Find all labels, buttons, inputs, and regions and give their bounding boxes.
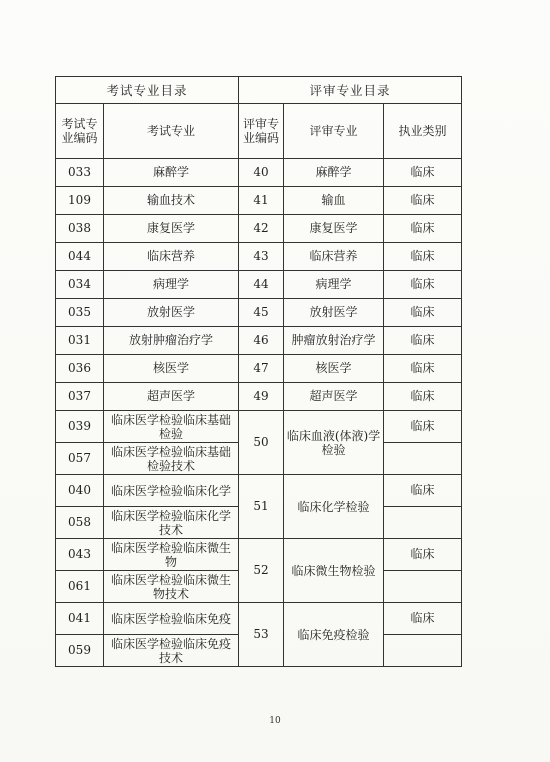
exam-catalog-header: 考试专业目录 (56, 77, 239, 104)
category-cell: 临床 (384, 603, 462, 635)
review-major-cell (284, 475, 384, 539)
table-row (56, 411, 462, 443)
exam-code-cell: 057 (56, 443, 104, 475)
exam-major-cell (104, 507, 239, 539)
review-code-cell: 47 (239, 355, 284, 383)
exam-major-cell (104, 443, 239, 475)
exam-major-cell: 核医学 (104, 355, 239, 383)
exam-major-text: 临床医学检验临床微生物 (111, 540, 232, 569)
category-column-header: 执业类别 (384, 104, 462, 159)
review-code-cell: 42 (239, 215, 284, 243)
page-number: 10 (269, 716, 281, 726)
review-code-cell: 50 (239, 411, 284, 475)
review-major-text: 临床微生物检验 (291, 563, 376, 578)
exam-major-text: 临床医学检验临床基础检验技术 (111, 444, 232, 473)
exam-major-cell (104, 635, 239, 667)
review-major-cell: 康复医学 (284, 215, 384, 243)
exam-code-cell: 040 (56, 475, 104, 507)
exam-major-cell: 麻醉学 (104, 159, 239, 187)
table-row (56, 187, 462, 215)
review-code-cell: 53 (239, 603, 284, 667)
exam-major-cell: 康复医学 (104, 215, 239, 243)
exam-code-cell: 044 (56, 243, 104, 271)
review-major-text: 临床血液(体液)学检验 (286, 428, 381, 457)
review-code-cell: 49 (239, 383, 284, 411)
category-cell: 临床 (384, 327, 462, 355)
review-code-cell: 51 (239, 475, 284, 539)
table-row (56, 243, 462, 271)
catalog-table-body (56, 159, 462, 667)
exam-code-cell: 031 (56, 327, 104, 355)
table-row (56, 271, 462, 299)
table-row (56, 539, 462, 571)
category-cell-empty (384, 443, 462, 475)
table-row (56, 299, 462, 327)
review-major-cell: 临床营养 (284, 243, 384, 271)
review-major-text: 临床免疫检验 (297, 627, 370, 642)
category-cell-empty (384, 507, 462, 539)
major-catalog-table (55, 76, 462, 667)
table-row (56, 603, 462, 635)
exam-code-cell: 033 (56, 159, 104, 187)
category-cell: 临床 (384, 215, 462, 243)
exam-major-cell (104, 603, 239, 635)
exam-major-text: 临床医学检验临床免疫技术 (111, 636, 232, 665)
exam-code-cell: 034 (56, 271, 104, 299)
review-major-text: 临床化学检验 (297, 499, 370, 514)
category-cell: 临床 (384, 187, 462, 215)
exam-major-text: 临床医学检验临床基础检验 (111, 412, 232, 441)
review-code-cell: 52 (239, 539, 284, 603)
exam-code-cell: 038 (56, 215, 104, 243)
exam-major-text: 临床医学检验临床免疫 (111, 611, 232, 626)
review-code-cell: 45 (239, 299, 284, 327)
review-major-cell: 病理学 (284, 271, 384, 299)
review-major-cell (284, 539, 384, 603)
review-code-column-header: 评审专业编码 (239, 104, 284, 159)
exam-code-cell: 041 (56, 603, 104, 635)
category-cell: 临床 (384, 271, 462, 299)
table-row (56, 215, 462, 243)
exam-major-column-header: 考试专业 (104, 104, 239, 159)
table-row (56, 327, 462, 355)
table-row (56, 159, 462, 187)
exam-major-cell (104, 539, 239, 571)
exam-code-column-header: 考试专业编码 (56, 104, 104, 159)
review-catalog-header: 评审专业目录 (239, 77, 462, 104)
exam-major-cell: 放射肿瘤治疗学 (104, 327, 239, 355)
review-major-cell: 放射医学 (284, 299, 384, 327)
review-major-cell (284, 411, 384, 475)
exam-code-cell: 058 (56, 507, 104, 539)
category-cell: 临床 (384, 355, 462, 383)
exam-code-cell: 061 (56, 571, 104, 603)
review-code-cell: 43 (239, 243, 284, 271)
exam-major-cell: 病理学 (104, 271, 239, 299)
category-cell: 临床 (384, 539, 462, 571)
exam-code-cell: 039 (56, 411, 104, 443)
review-major-cell (284, 603, 384, 667)
category-cell: 临床 (384, 243, 462, 271)
review-code-cell: 40 (239, 159, 284, 187)
review-major-cell: 肿瘤放射治疗学 (284, 327, 384, 355)
exam-code-cell: 037 (56, 383, 104, 411)
exam-major-cell (104, 571, 239, 603)
exam-major-cell (104, 411, 239, 443)
category-cell-empty (384, 571, 462, 603)
exam-major-cell (104, 475, 239, 507)
category-cell: 临床 (384, 383, 462, 411)
category-cell: 临床 (384, 159, 462, 187)
category-cell: 临床 (384, 411, 462, 443)
exam-major-text: 临床医学检验临床微生物技术 (111, 572, 232, 601)
review-code-cell: 46 (239, 327, 284, 355)
category-cell: 临床 (384, 299, 462, 327)
table-row (56, 475, 462, 507)
table-row (56, 383, 462, 411)
exam-code-cell: 109 (56, 187, 104, 215)
exam-major-text: 临床医学检验临床化学技术 (111, 508, 232, 537)
exam-major-cell: 放射医学 (104, 299, 239, 327)
category-cell: 临床 (384, 475, 462, 507)
review-major-column-header: 评审专业 (284, 104, 384, 159)
category-cell-empty (384, 635, 462, 667)
exam-code-cell: 059 (56, 635, 104, 667)
review-code-cell: 41 (239, 187, 284, 215)
exam-major-cell: 输血技术 (104, 187, 239, 215)
exam-code-cell: 035 (56, 299, 104, 327)
exam-code-cell: 043 (56, 539, 104, 571)
exam-major-cell: 临床营养 (104, 243, 239, 271)
exam-major-text: 临床医学检验临床化学 (111, 483, 232, 498)
table-row (56, 355, 462, 383)
exam-major-cell: 超声医学 (104, 383, 239, 411)
exam-code-cell: 036 (56, 355, 104, 383)
review-code-cell: 44 (239, 271, 284, 299)
review-major-cell: 输血 (284, 187, 384, 215)
review-major-cell: 麻醉学 (284, 159, 384, 187)
review-major-cell: 超声医学 (284, 383, 384, 411)
review-major-cell: 核医学 (284, 355, 384, 383)
